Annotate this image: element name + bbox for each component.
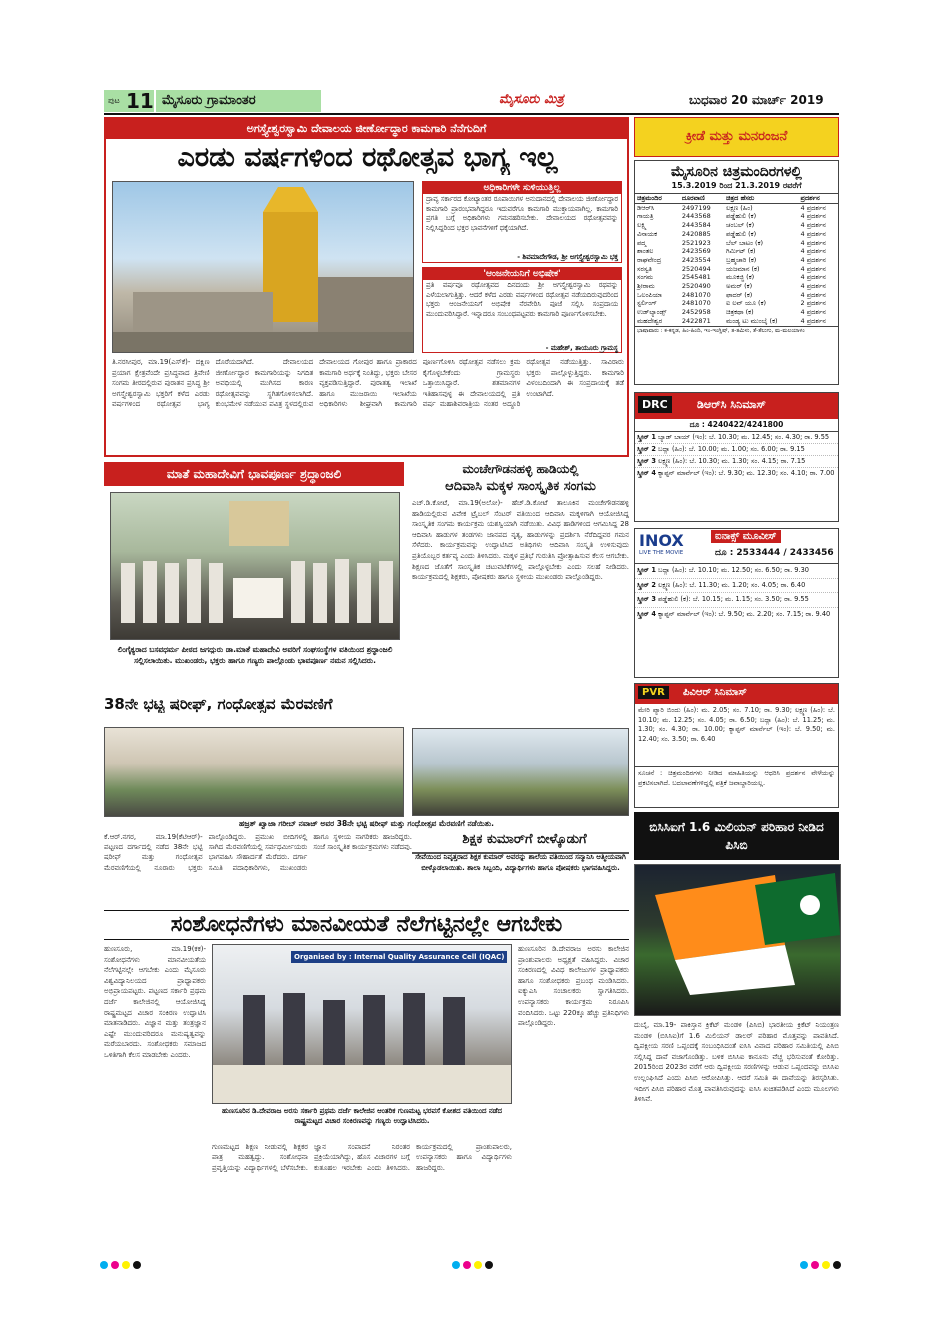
drc-logo: DRC xyxy=(638,396,672,413)
research-body-mid: ಗುಣಮಟ್ಟದ ಶಿಕ್ಷಣ ನೀಡುವಲ್ಲಿ ಶಿಕ್ಷಕರ ಪಾತ್ರ ಮಹತ್ವದ್ದು. ಸಂಶೋಧನಾ ಪ್ರವೃತ್ತಿಯನ್ನು ವಿದ್ಯಾರ್ಥಿಗಳಲ್ಲಿ ಬೆಳೆಸಬೇಕು. ಜ್ಞಾನ ಸಂಪಾದನೆ ನಿರಂತರ ಪ್ರಕ್ರಿಯೆಯಾಗಿದ್ದು, ಹೊಸ ವಿಚಾರಗಳ ಬಗ್ಗೆ ಕುತೂಹಲ ಇರಬೇಕು ಎಂದು ತಿಳಿಸಿದರು. ಕಾರ್ಯಕ್ರಮದಲ್ಲಿ ಪ್ರಾಂಶುಪಾಲರು, ಉಪನ್ಯಾಸಕರು ಹಾಗೂ ವಿದ್ಯಾರ್ಥಿಗಳು ಹಾಜರಿದ್ದರು. xyxy=(212,1143,512,1172)
sports-headline: ಬಿಸಿಸಿಐಗೆ 1.6 ಮಿಲಿಯನ್ ಪರಿಹಾರ ನೀಡಿದ ಪಿಸಿಬಿ xyxy=(649,820,824,852)
cell: 4 ಪ್ರದರ್ಶನ xyxy=(800,238,826,247)
urs-caption: ಹಜ್ರತ್ ಖ್ವಾಜಾ ಗರೀಬ್ ನವಾಜ್ ಅವರ 38ನೇ ಭಟ್ಟಿ ಷರೀಫ್ ಮತ್ತು ಗಂಧೋತ್ಸವ ಮೆರವಣಿಗೆ ನಡೆಯಿತು. xyxy=(239,819,494,828)
cell: ರಾಘವೇಂದ್ರ xyxy=(637,255,662,264)
cell: ಶಾಂತಲ xyxy=(637,247,654,256)
table-row xyxy=(635,221,838,230)
cell: 4 ಪ್ರದರ್ಶನ xyxy=(800,255,826,264)
iqac-banner: Organised by : Internal Quality Assurance Cell (IQAC) xyxy=(291,951,507,963)
urs-photo-right xyxy=(412,728,629,816)
inox-screen-2 xyxy=(635,579,838,594)
registration-marks-center xyxy=(452,1254,496,1273)
screen-label: ಸ್ಕ್ರೀನ್ 4 xyxy=(637,469,656,477)
col-phone: ದೂರವಾಣಿ xyxy=(681,194,705,202)
cell: ಡಿಆರ್‌ಸಿ xyxy=(637,203,655,212)
inox-phone: ದೂ : 2533444 / 2433456 xyxy=(715,548,834,558)
screen-label: ಸ್ಕ್ರೀನ್ 2 xyxy=(637,580,656,589)
pvr-header xyxy=(635,684,838,704)
cell: 4 ಪ್ರದರ್ಶನ xyxy=(800,273,826,282)
cell: ಮಂಡ್ಯ ಟು ಮುಂಬೈ (ಕ) xyxy=(726,316,778,325)
reg-dot-cyan xyxy=(100,1261,108,1269)
cell: 2481070 xyxy=(681,299,711,308)
screen-label: ಸ್ಕ್ರೀನ್ 2 xyxy=(637,445,656,453)
cell: ಸರಸ್ವತಿ xyxy=(637,264,652,273)
cell: ಬ್ರಹ್ಮಚಾರಿ (ಕ) xyxy=(726,255,757,264)
cell: 4 ಪ್ರದರ್ಶನ xyxy=(800,247,826,256)
cell: ಪದ್ಮ xyxy=(637,238,647,247)
table-row xyxy=(635,282,838,291)
box1-sign: - ಶಿವಮಾದೇಗೌಡ, ಶ್ರೀ ಅಗಸ್ತ್ಯೇಶ್ವರಸ್ವಾಮಿ ಭಕ್ತ xyxy=(517,253,618,261)
lead-kicker-bar xyxy=(106,119,627,139)
drc-header xyxy=(635,393,838,419)
col-shows: ಪ್ರದರ್ಶನ xyxy=(800,194,820,202)
cell: 2497199 xyxy=(681,203,711,212)
reg-dot-yellow xyxy=(122,1261,130,1269)
cell: 4 ಪ್ರದರ್ಶನ xyxy=(800,229,826,238)
reg-dot-black xyxy=(833,1261,841,1269)
tribal-kicker: ಮಂಚೇಗೌಡನಹಳ್ಳಿ ಹಾಡಿಯಲ್ಲಿ xyxy=(462,462,579,476)
header-rule xyxy=(104,113,839,115)
cell: 2422871 xyxy=(681,316,711,325)
sports-photo xyxy=(634,864,841,1016)
lead-box-anjaneya xyxy=(422,267,622,353)
col-film: ಚಿತ್ರದ ಹೆಸರು xyxy=(726,194,755,202)
research-story xyxy=(104,910,629,1250)
table-row xyxy=(635,256,838,265)
screen-shows: ಲಕ್ಷ್ಮಣ (ಹಿಂ): ಬೆ. 11.30; ಮ. 1.20; ಸಂ. 4.05; ರಾ. 6.40 xyxy=(658,580,806,589)
screen-label: ಸ್ಕ್ರೀನ್ 1 xyxy=(637,566,656,574)
cell: 4 ಪ್ರದರ್ಶನ xyxy=(800,282,826,291)
cell: ಲಕ್ಷ್ಮಣ (ಹಿಂ) xyxy=(726,203,753,212)
cell: ಲಕ್ಷ್ಮಿ xyxy=(637,221,647,230)
lead-kicker: ಅಗಸ್ತ್ಯೇಶ್ವರಸ್ವಾಮಿ ದೇವಾಲಯ ಜೀರ್ಣೋದ್ಧಾರ ಕಾಮಗಾರಿ ನೆನೆಗುದಿಗೆ xyxy=(246,122,487,135)
sports-headline-bar xyxy=(634,812,839,860)
cell: ವಿನಾಯಕ xyxy=(637,229,657,238)
box2-sign: - ಮಹೇಶ್, ತಾಯೂರು ಗ್ರಾಮಸ್ಥ xyxy=(545,344,618,352)
table-row xyxy=(635,299,838,308)
theatre-table xyxy=(635,194,838,326)
cell: 4 ಪ್ರದರ್ಶನ xyxy=(800,264,826,273)
reg-dot-cyan xyxy=(800,1261,808,1269)
sports-story xyxy=(634,812,839,1252)
cell: 2423554 xyxy=(681,255,711,264)
screen-shows: ಪಡ್ಡೆಹುಲಿ (ಕ): ಬೆ. 10.15; ಮ. 1.15; ಸಂ. 3.50; ರಾ. 9.55 xyxy=(658,595,809,603)
lead-body: ತಿ.ನರಸೀಪುರ, ಮಾ.19(ಎಸ್‌ಕೆ)- ದಕ್ಷಿಣ ಪ್ರಯಾಗ ಕ್ಷೇತ್ರವೆಂದೇ ಪ್ರಸಿದ್ಧವಾದ ತ್ರಿವೇಣಿ ಸಂಗಮ ತೀರದಲ್ಲಿರುವ ಪುರಾತನ ಪ್ರಸಿದ್ಧ ಶ್ರೀ ಅಗಸ್ತ್ಯೇಶ್ವರಸ್ವಾಮಿ ಭಕ್ತರಿಗೆ ಕಳೆದ ಎರಡು ವರ್ಷಗಳಿಂದ ರಥೋತ್ಸವ ಭಾಗ್ಯ ದೊರೆಯದಾಗಿದೆ. ದೇವಾಲಯದ ಜೀರ್ಣೋದ್ಧಾರ ಕಾಮಗಾರಿಯನ್ನು ನಿಗದಿತ ಅವಧಿಯಲ್ಲಿ ಮುಗಿಸದ ಕಾರಣ ರಥೋತ್ಸವವನ್ನು ಸ್ಥಗಿತಗೊಳಿಸಲಾಗಿದೆ. ಕುಂಭಮೇಳ ನಡೆಯುವ ಪವಿತ್ರ ಸ್ಥಳದಲ್ಲಿರುವ ದೇವಾಲಯದ ಗೋಪುರ ಹಾಗೂ ಪ್ರಾಕಾರದ ಕಾಮಗಾರಿ ಅರ್ಧಕ್ಕೆ ನಿಂತಿದ್ದು, ಭಕ್ತರು ಬೇಸರ ವ್ಯಕ್ತಪಡಿಸುತ್ತಿದ್ದಾರೆ. ಪುರಾತತ್ವ ಇಲಾಖೆ ಹಾಗೂ ಮುಜರಾಯಿ ಇಲಾಖೆಯ ಅಧಿಕಾರಿಗಳು ಶೀಘ್ರವಾಗಿ ಕಾಮಗಾರಿ ಪೂರ್ಣಗೊಳಿಸಿ ರಥೋತ್ಸವ ನಡೆಸಲು ಕ್ರಮ ಕೈಗೊಳ್ಳಬೇಕೆಂದು ಗ್ರಾಮಸ್ಥರು ಒತ್ತಾಯಿಸಿದ್ದಾರೆ. ಶತಮಾನಗಳ ಇತಿಹಾಸವುಳ್ಳ ಈ ದೇವಾಲಯದಲ್ಲಿ ಪ್ರತಿ ವರ್ಷ ಮಹಾಶಿವರಾತ್ರಿಯ ನಂತರ ಅದ್ಧೂರಿ ರಥೋತ್ಸವ ನಡೆಯುತ್ತಿತ್ತು. ಸಾವಿರಾರು ಭಕ್ತರು ಪಾಲ್ಗೊಳ್ಳುತ್ತಿದ್ದರು. ಕಾಮಗಾರಿ ವಿಳಂಬದಿಂದಾಗಿ ಈ ಸಂಪ್ರದಾಯಕ್ಕೆ ತಡೆ ಉಂಟಾಗಿದೆ. xyxy=(112,358,624,408)
cell: 4 ಪ್ರದರ್ಶನ xyxy=(800,212,826,221)
screen-label: ಸ್ಕ್ರೀನ್ 3 xyxy=(637,595,656,603)
temple-illustration xyxy=(113,182,414,353)
table-row xyxy=(635,203,838,212)
inox-name: ಐನಾಕ್ಸ್ ಮೂವೀಸ್ xyxy=(711,530,781,543)
table-row xyxy=(635,247,838,256)
cell: ಪಡ್ಡೆಹುಲಿ (ಕ) xyxy=(726,212,757,221)
cell: ಬೆಲ್ ಬಾಟಂ (ಕ) xyxy=(726,238,764,247)
cell: ಅಮರ್ (ಕ) xyxy=(726,282,753,291)
temple-photo xyxy=(112,181,414,353)
inox-tagline: LIVE THE MOVIE xyxy=(639,550,684,556)
screen-shows: ಬದ್ಲಾ (ಹಿಂ): ಬೆ. 10.10; ಮ. 12.50; ಸಂ. 6.50; ರಾ. 9.30 xyxy=(658,566,809,574)
teacher-caption: ಸೇವೆಯಿಂದ ನಿವೃತ್ತರಾದ ಶಿಕ್ಷಕ ಕುಮಾರ್ ಅವರನ್ನು ಶಾಲೆಯ ವತಿಯಿಂದ ಸನ್ಮಾನಿಸಿ ಆತ್ಮೀಯವಾಗಿ ಬೀಳ್ಕೊಡಲಾಯಿತು. ಶಾಲಾ ಸಿಬ್ಬಂದಿ, ವಿದ್ಯಾರ್ಥಿಗಳು ಹಾಗೂ ಪೋಷಕರು ಭಾಗವಹಿಸಿದ್ದರು. xyxy=(415,853,626,872)
pvr-logo: PVR xyxy=(638,686,669,699)
tribute-headline: ಮಾತೆ ಮಹಾದೇವಿಗೆ ಭಾವಪೂರ್ಣ ಶ್ರದ್ಧಾಂಜಲಿ xyxy=(166,467,342,481)
cell: 2 ಪ್ರದರ್ಶನ xyxy=(800,299,826,308)
inox-block xyxy=(634,528,839,678)
cell: 2452958 xyxy=(681,308,711,317)
research-body-left: ಹುಣಸೂರು, ಮಾ.19(ಕಕ)- ಸಂಶೋಧನೆಗಳು ಮಾನವೀಯತೆಯ ನೆಲೆಗಟ್ಟಿನಲ್ಲೇ ಆಗಬೇಕು ಎಂದು ಮೈಸೂರು ವಿಶ್ವವಿದ್ಯಾನಿಲಯದ ಪ್ರಾಧ್ಯಾಪಕರು ಅಭಿಪ್ರಾಯಪಟ್ಟರು. ಪಟ್ಟಣದ ಸರ್ಕಾರಿ ಪ್ರಥಮ ದರ್ಜೆ ಕಾಲೇಜಿನಲ್ಲಿ ಆಯೋಜಿಸಿದ್ದ ರಾಷ್ಟ್ರಮಟ್ಟದ ವಿಚಾರ ಸಂಕಿರಣ ಉದ್ಘಾಟಿಸಿ ಮಾತನಾಡಿದರು. ವಿಜ್ಞಾನ ಮತ್ತು ತಂತ್ರಜ್ಞಾನ ಎಷ್ಟೇ ಮುಂದುವರಿದರೂ ಮನುಷ್ಯತ್ವವನ್ನು ಮರೆಯಬಾರದು. ಸಂಶೋಧಕರು ಸಮಾಜದ ಒಳಿತಿಗಾಗಿ ಕೆಲಸ ಮಾಡಬೇಕು ಎಂದರು. xyxy=(104,945,206,1059)
teacher-headline: ಶಿಕ್ಷಕ ಕುಮಾರ್‌ಗೆ ಬೀಳ್ಕೊಡುಗೆ xyxy=(462,832,587,847)
cell: ಫಾದರ್ (ಕ) xyxy=(726,290,753,299)
cell: ಐ ಲವ್ ಯೂ (ಕ) xyxy=(726,299,767,308)
table-row xyxy=(635,230,838,239)
box2-title: 'ಆಂಜನೇಯನಿಗೆ ಅಭಿಷೇಕ' xyxy=(423,268,621,280)
box1-body: ದ್ರಾವ್ಯ ಸರ್ಕಾರದ ಕೋಟ್ಯಾಂತರ ರೂಪಾಯಿಗಳ ಅನುದಾನದಲ್ಲಿ ದೇವಾಲಯ ಜೀರ್ಣೋದ್ಧಾರ ಕಾಮಗಾರಿ ಪ್ರಾರಂಭವಾಗಿದ್ದರೂ ಇದುವರೆಗೂ ಕಾಮಗಾರಿ ಮುಕ್ತಾಯವಾಗಿಲ್ಲ. ಕಾಮಗಾರಿ ಪ್ರಗತಿ ಬಗ್ಗೆ ಅಧಿಕಾರಿಗಳು ಗಮನಹರಿಸಬೇಕು. ದೇವಾಲಯದ ರಥೋತ್ಸವವನ್ನು ನಿಲ್ಲಿಸಿದ್ದರಿಂದ ಭಕ್ತರ ಭಾವನೆಗಳಿಗೆ ಧಕ್ಕೆಯಾಗಿದೆ. xyxy=(426,195,618,232)
table-row xyxy=(635,212,838,221)
research-photo xyxy=(212,944,512,1104)
cell: ಸಂಗಮ xyxy=(637,273,654,282)
cell: 2481070 xyxy=(681,290,711,299)
pvr-name: ಪಿವಿಆರ್ ಸಿನಿಮಾಸ್ xyxy=(683,687,747,698)
cell: 2521923 xyxy=(681,238,711,247)
tribute-story xyxy=(104,462,404,692)
cell: ಶ್ರೀರಾಮ xyxy=(637,282,655,291)
drc-screen-3 xyxy=(635,456,838,468)
paper-name: ಮೈಸೂರು ಮಿತ್ರ xyxy=(499,92,564,107)
cell: ಗಿರ್ಮಿಟ್ (ಕ) xyxy=(726,247,756,256)
cell: ಚಿತ್ರಕಥಾ (ಕ) xyxy=(726,308,754,317)
fans-illustration xyxy=(635,865,840,1015)
inox-screen-1 xyxy=(635,564,838,579)
reg-dot-magenta xyxy=(811,1261,819,1269)
cell: 2443568 xyxy=(681,212,711,221)
screen-shows: ಲಕ್ಷ್ಮಣ (ಹಿಂ): ಬೆ. 10.30; ಮ. 1.30; ಸಂ. 4.15; ರಾ. 7.15 xyxy=(658,457,806,465)
tribal-body: ಎಚ್.ಡಿ.ಕೋಟೆ, ಮಾ.19(ಅಲೋ)- ಹೆಚ್.ಡಿ.ಕೋಟೆ ತಾಲೂಕಿನ ಮಂಚೇಗೌಡನಹಳ್ಳಿ ಹಾಡಿಯಲ್ಲಿರುವ ವಿವೇಕ ಟ್ರೈಬಲ್ ಸೆಂಟರ್ ವತಿಯಿಂದ ಆದಿವಾಸಿ ಮಕ್ಕಳಿಗಾಗಿ ಆಯೋಜಿಸಿದ್ದ ಸಾಂಸ್ಕೃತಿಕ ಸಂಗಮ ಕಾರ್ಯಕ್ರಮ ಯಶಸ್ವಿಯಾಗಿ ನಡೆಯಿತು. ವಿವಿಧ ಹಾಡಿಗಳಿಂದ ಆಗಮಿಸಿದ್ದ 28 ಆದಿವಾಸಿ ಹಾಡುಗಳ ತಂಡಗಳು ಜಾನಪದ ನೃತ್ಯ, ಹಾಡುಗಳನ್ನು ಪ್ರದರ್ಶಿಸಿ ನೆರೆದಿದ್ದವರ ಗಮನ ಸೆಳೆದರು. ಕಾರ್ಯಕ್ರಮವನ್ನು ಉದ್ಘಾಟಿಸಿದ ಅತಿಥಿಗಳು ಆದಿವಾಸಿ ಸಂಸ್ಕೃತಿ ಉಳಿಸುವುದು ಪ್ರತಿಯೊಬ್ಬರ ಕರ್ತವ್ಯ ಎಂದು ತಿಳಿಸಿದರು. ಮಕ್ಕಳ ಪ್ರತಿಭೆ ಗುರುತಿಸಿ ಪ್ರೋತ್ಸಾಹಿಸುವ ಕೆಲಸ ಆಗಬೇಕು. ಶಿಕ್ಷಣದ ಜೊತೆಗೆ ಸಾಂಸ್ಕೃತಿಕ ಚಟುವಟಿಕೆಗಳಲ್ಲಿ ಪಾಲ್ಗೊಳ್ಳಬೇಕು ಎಂದು ಸಲಹೆ ನೀಡಿದರು. ಕಾರ್ಯಕ್ರಮದಲ್ಲಿ ಶಿಕ್ಷಕರು, ಪೋಷಕರು ಹಾಗೂ ಸ್ಥಳೀಯ ಮುಖಂಡರು ಪಾಲ್ಗೊಂಡಿದ್ದರು. xyxy=(412,499,629,582)
screen-label: ಸ್ಕ್ರೀನ್ 3 xyxy=(637,457,656,465)
inox-header xyxy=(635,529,838,564)
language-legend: ಭಾಷಾವಾರು : ಕ-ಕನ್ನಡ, ಹಿಂ-ಹಿಂದಿ, ಇಂ-ಇಂಗ್ಲಿಷ್, ತ-ತಮಿಳು, ತೆ-ತೆಲುಗು, ಮ-ಮಲಯಾಳಂ xyxy=(635,326,838,336)
reg-dot-magenta xyxy=(463,1261,471,1269)
inox-screen-4 xyxy=(635,608,838,622)
cell: 4 ಪ್ರದರ್ಶನ xyxy=(800,308,826,317)
entertainment-title: ಕ್ರೀಡೆ ಮತ್ತು ಮನರಂಜನೆ xyxy=(685,129,788,144)
research-headline: ಸಂಶೋಧನೆಗಳು ಮಾನವೀಯತೆ ನೆಲೆಗಟ್ಟಿನಲ್ಲೇ ಆಗಬೇಕು xyxy=(104,910,629,940)
registration-marks-right xyxy=(800,1254,844,1273)
entertainment-banner xyxy=(634,117,839,157)
reg-dot-yellow xyxy=(822,1261,830,1269)
cell: 4 ಪ್ರದರ್ಶನ xyxy=(800,221,826,230)
pvr-note: ಸೂಚನೆ : ಚಿತ್ರಮಂದಿರಗಳು ನೀಡಿದ ಮಾಹಿತಿಯನ್ನು ಆಧರಿಸಿ ಪ್ರದರ್ಶನ ವೇಳೆಯನ್ನು ಪ್ರಕಟಿಸಲಾಗಿದೆ. ಬದಲಾವಣೆಗಳಿದ್ದಲ್ಲಿ ಪತ್ರಿಕೆ ಜವಾಬ್ದಾರಿಯಲ್ಲ. xyxy=(638,769,835,787)
drc-phone: ದೂ : 4240422/4241800 xyxy=(635,419,838,432)
theatre-title: ಮೈಸೂರಿನ ಚಿತ್ರಮಂದಿರಗಳಲ್ಲಿ xyxy=(671,164,802,180)
page-number: 11 xyxy=(126,89,154,113)
cell: ಚಂಬಲ್ (ಕ) xyxy=(726,221,755,230)
page-label: ಪುಟ xyxy=(108,96,120,105)
lead-box-officials xyxy=(422,181,622,263)
cell: 2443584 xyxy=(681,221,711,230)
cell: ಗಾಯತ್ರಿ xyxy=(637,212,654,221)
pvr-shows: ಮೇರಿ ಪ್ಯಾರಿ ಬಿಂದು (ಹಿಂ): ಮ. 2.05; ಸಂ. 7.10; ರಾ. 9.30; ಲಕ್ಷ್ಮಣ (ಹಿಂ): ಬೆ. 10.10; ಮ. 12.25; ಸಂ. 4.05; ರಾ. 6.50; ಬದ್ಲಾ (ಹಿಂ): ಬೆ. 11.25; ಮ. 1.30; ಸಂ. 4.30; ರಾ. 10.00; ಕ್ಯಾಪ್ಟನ್ ಮಾರ್ವೆಲ್ (ಇಂ): ಬೆ. 9.50; ಮ. 12.40; ಸಂ. 3.50; ರಾ. 6.40 xyxy=(635,704,838,767)
tribute-headline-bar xyxy=(104,462,404,486)
cell: 2520490 xyxy=(681,282,711,291)
col-theatre: ಚಿತ್ರಮಂದಿರ xyxy=(637,194,662,202)
screen-label: ಸ್ಕ್ರೀನ್ 1 xyxy=(637,433,656,441)
theatre-listing xyxy=(634,160,839,385)
screen-label: ಸ್ಕ್ರೀನ್ 4 xyxy=(637,609,656,618)
research-body-right: ಹುಣಸೂರಿನ ಡಿ.ದೇವರಾಜ ಅರಸು ಕಾಲೇಜಿನ ಪ್ರಾಂಶುಪಾಲರು ಅಧ್ಯಕ್ಷತೆ ವಹಿಸಿದ್ದರು. ವಿಚಾರ ಸಂಕಿರಣದಲ್ಲಿ ವಿವಿಧ ಕಾಲೇಜುಗಳ ಪ್ರಾಧ್ಯಾಪಕರು ಹಾಗೂ ಸಂಶೋಧಕರು ಪ್ರಬಂಧ ಮಂಡಿಸಿದರು. ಐಕ್ಯುಎಸಿ ಸಂಚಾಲಕರು ಸ್ವಾಗತಿಸಿದರು. ಉಪನ್ಯಾಸಕರು ಕಾರ್ಯಕ್ರಮ ನಿರೂಪಿಸಿ ವಂದಿಸಿದರು. ಒಟ್ಟು 220ಕ್ಕೂ ಹೆಚ್ಚು ಪ್ರತಿನಿಧಿಗಳು ಪಾಲ್ಗೊಂಡಿದ್ದರು. xyxy=(518,945,629,1028)
inox-logo: INOX xyxy=(639,531,684,550)
cell: 4 ಪ್ರದರ್ಶನ xyxy=(800,203,826,212)
group-photo-illustration xyxy=(111,493,400,640)
drc-name: ಡಿಆರ್‌ಸಿ ಸಿನಿಮಾಸ್ xyxy=(697,398,766,411)
cell: ಉಡ್‌ಲ್ಯಾಂಡ್ಸ್ xyxy=(637,308,667,317)
urs-body: ಕೆ.ಆರ್.ನಗರ, ಮಾ.19(ಕೆಟಿಆರ್)- ಪಟ್ಟಣದ ದರ್ಗಾದಲ್ಲಿ ನಡೆದ 38ನೇ ಭಟ್ಟಿ ಷರೀಫ್ ಮತ್ತು ಗಂಧೋತ್ಸವ ಮೆರವಣಿಗೆಯಲ್ಲಿ ನೂರಾರು ಭಕ್ತರು ಪಾಲ್ಗೊಂಡಿದ್ದರು. ಪ್ರಮುಖ ಬೀದಿಗಳಲ್ಲಿ ಸಾಗಿದ ಮೆರವಣಿಗೆಯಲ್ಲಿ ಸರ್ವಧರ್ಮೀಯರು ಭಾಗವಹಿಸಿ ಸೌಹಾರ್ದತೆ ಮೆರೆದರು. ದರ್ಗಾ ಸಮಿತಿ ಪದಾಧಿಕಾರಿಗಳು, ಮುಖಂಡರು ಹಾಗೂ ಸ್ಥಳೀಯ ನಾಗರಿಕರು ಹಾಜರಿದ್ದರು. ಸಂಜೆ ಸಾಂಸ್ಕೃತಿಕ ಕಾರ್ಯಕ್ರಮಗಳು ನಡೆದವು. xyxy=(104,833,412,872)
section-title xyxy=(156,90,321,112)
screen-shows: ಕ್ಯಾಪ್ಟನ್ ಮಾರ್ವೆಲ್ (ಇಂ): ಬೆ. 9.30; ಮ. 12.30; ಸಂ. 4.10; ರಾ. 7.00 xyxy=(658,469,835,477)
section-name: ಮೈಸೂರು ಗ್ರಾಮಾಂತರ xyxy=(162,93,256,108)
drc-screen-1 xyxy=(635,432,838,444)
cell: ಪಡ್ಡೆಹುಲಿ (ಕ) xyxy=(726,229,757,238)
table-row xyxy=(635,239,838,248)
tribute-photo xyxy=(110,492,400,640)
cell: 2545481 xyxy=(681,273,711,282)
box1-title: ಅಧಿಕಾರಿಗಳೇ ಸುಳಿಯುತ್ತಿಲ್ಲ xyxy=(423,182,621,194)
dignitaries-illustration xyxy=(213,945,512,1104)
lead-story xyxy=(104,117,629,457)
inox-screen-3 xyxy=(635,593,838,608)
cell: ಯಜಮಾನ (ಕ) xyxy=(726,264,760,273)
urs-headline: 38ನೇ ಭಟ್ಟಿ ಷರೀಫ್, ಗಂಧೋತ್ಸವ ಮೆರವಣಿಗೆ xyxy=(104,695,333,713)
table-row xyxy=(635,291,838,300)
cell: 4 ಪ್ರದರ್ಶನ xyxy=(800,316,826,325)
cell: ಮಹದೇಶ್ವರ xyxy=(637,316,663,325)
reg-dot-magenta xyxy=(111,1261,119,1269)
drc-screen-4 xyxy=(635,468,838,479)
page-number-box xyxy=(104,90,154,112)
cell: 2420885 xyxy=(681,229,711,238)
cell: 4 ಪ್ರದರ್ಶನ xyxy=(800,290,826,299)
sports-body: ದುಬೈ, ಮಾ.19- ಪಾಕಿಸ್ತಾನ ಕ್ರಿಕೆಟ್ ಮಂಡಳಿ (ಪಿಸಿಬಿ) ಭಾರತೀಯ ಕ್ರಿಕೆಟ್ ನಿಯಂತ್ರಣ ಮಂಡಳಿ (ಬಿಸಿಸಿಐ)ಗೆ 1.6 ಮಿಲಿಯನ್ ಡಾಲರ್ ಪರಿಹಾರ ಮೊತ್ತವನ್ನು ಪಾವತಿಸಿದೆ. ದ್ವಿಪಕ್ಷೀಯ ಸರಣಿ ಒಪ್ಪಂದಕ್ಕೆ ಸಂಬಂಧಿಸಿದಂತೆ ಐಸಿಸಿ ವಿವಾದ ಪರಿಹಾರ ಸಮಿತಿಯಲ್ಲಿ ಪಿಸಿಬಿ ಸಲ್ಲಿಸಿದ್ದ ದಾವೆ ವಜಾಗೊಂಡಿತ್ತು. ಬಳಿಕ ಬಿಸಿಸಿಐ ಕಾನೂನು ವೆಚ್ಚ ಭರಿಸುವಂತೆ ಕೋರಿತ್ತು. 2015ರಿಂದ 2023ರ ವರೆಗೆ ಆರು ದ್ವಿಪಕ್ಷೀಯ ಸರಣಿಗಳನ್ನು ಆಡುವ ಒಪ್ಪಂದವನ್ನು ಬಿಸಿಸಿಐ ಉಲ್ಲಂಘಿಸಿದೆ ಎಂದು ಪಿಸಿಬಿ ಆರೋಪಿಸಿತ್ತು. ಆದರೆ ಸಮಿತಿ ಈ ದಾವೆಯನ್ನು ತಿರಸ್ಕರಿಸಿತು. ಇದೀಗ ಪಿಸಿಬಿ ಪರಿಹಾರ ಮೊತ್ತ ಪಾವತಿಸಿರುವುದನ್ನು ಐಸಿಸಿ ಖಚಿತಪಡಿಸಿದೆ ಎಂದು ಮೂಲಗಳು ತಿಳಿಸಿವೆ. xyxy=(634,1021,839,1104)
drc-screen-2 xyxy=(635,444,838,456)
pvr-block xyxy=(634,683,839,808)
cell: ಒಲಂಪಿಯಾ xyxy=(637,290,662,299)
cell: ಸ್ಟರ್ಲಿಂಗ್ xyxy=(637,299,657,308)
reg-dot-black xyxy=(133,1261,141,1269)
cell: 2423569 xyxy=(681,247,711,256)
urs-photo xyxy=(104,727,404,817)
table-row xyxy=(635,308,838,317)
table-row xyxy=(635,317,838,326)
reg-dot-yellow xyxy=(474,1261,482,1269)
screen-shows: ಬದ್ಲಾ (ಹಿಂ): ಬೆ. 10.00; ಮ. 1.00; ಸಂ. 6.00; ರಾ. 9.15 xyxy=(658,445,805,453)
reg-dot-black xyxy=(485,1261,493,1269)
screen-shows: ಕ್ಯಾಪ್ಟನ್ ಮಾರ್ವೆಲ್ (ಇಂ): ಬೆ. 9.50; ಮ. 2.20; ಸಂ. 7.15; ರಾ. 9.40 xyxy=(658,609,831,618)
reg-dot-cyan xyxy=(452,1261,460,1269)
table-row xyxy=(635,273,838,282)
box2-body: ಪ್ರತಿ ವರ್ಷವೂ ರಥೋತ್ಸವದ ದಿನದಂದು ಶ್ರೀ ಅಗಸ್ತ್ಯೇಶ್ವರಸ್ವಾಮಿ ರಥವನ್ನು ಎಳೆಯಲಾಗುತ್ತಿತ್ತು. ಆದರೆ ಕಳೆದ ಎರಡು ವರ್ಷಗಳಿಂದ ರಥೋತ್ಸವ ನಡೆಯದಿರುವುದರಿಂದ ಭಕ್ತರು ಆಂಜನೇಯನಿಗೆ ಅಭಿಷೇಕ ನೆರವೇರಿಸಿ ಪೂಜೆ ಸಲ್ಲಿಸಿ ಸಂಪ್ರದಾಯ ಮುಂದುವರಿಸಿದ್ದಾರೆ. ಇನ್ನಾದರೂ ಸಂಬಂಧಪಟ್ಟವರು ಕಾಮಗಾರಿ ಪೂರ್ಣಗೊಳಿಸಬೇಕು. xyxy=(426,281,618,318)
registration-marks-left xyxy=(100,1254,144,1273)
drc-block xyxy=(634,392,839,522)
theatre-header-row xyxy=(635,194,838,203)
cell: ಮೂಕಜ್ಜಿ (ಕ) xyxy=(726,273,755,282)
tribal-headline: ಆದಿವಾಸಿ ಮಕ್ಕಳ ಸಾಂಸ್ಕೃತಿಕ ಸಂಗಮ xyxy=(445,479,596,494)
masthead-bar xyxy=(104,90,839,112)
tribute-caption: ಲಿಂಗೈಕ್ಯರಾದ ಬಸವಧರ್ಮ ಪೀಠದ ಜಗದ್ಗುರು ಡಾ.ಮಾತೆ ಮಹಾದೇವಿ ಅವರಿಗೆ ಸಂಘಸಂಸ್ಥೆಗಳ ವತಿಯಿಂದ ಶ್ರದ್ಧಾಂಜಲಿ ಸಲ್ಲಿಸಲಾಯಿತು. ಮುಖಂಡರು, ಭಕ್ತರು ಹಾಗೂ ಗಣ್ಯರು ಪಾಲ್ಗೊಂಡು ಭಾವಪೂರ್ಣ ನಮನ ಸಲ್ಲಿಸಿದರು. xyxy=(117,645,393,665)
screen-shows: ಬ್ಯಾಡ್ ಬಾಯ್ (ಇಂ): ಬೆ. 10.30; ಮ. 12.45; ಸಂ. 4.30; ರಾ. 9.55 xyxy=(658,433,830,441)
theatre-date-range: 15.3.2019 ರಿಂದ 21.3.2019 ರವರೆಗೆ xyxy=(635,181,838,194)
issue-date: ಬುಧವಾರ 20 ಮಾರ್ಚ್ 2019 xyxy=(689,93,824,107)
table-row xyxy=(635,265,838,274)
research-caption: ಹುಣಸೂರಿನ ಡಿ.ದೇವರಾಜ ಅರಸು ಸರ್ಕಾರಿ ಪ್ರಥಮ ದರ್ಜೆ ಕಾಲೇಜಿನ ಆಂತರಿಕ ಗುಣಮಟ್ಟ ಭರವಸೆ ಕೋಶದ ವತಿಯಿಂದ ನಡೆದ ರಾಷ್ಟ್ರಮಟ್ಟದ ವಿಚಾರ ಸಂಕಿರಣವನ್ನು ಗಣ್ಯರು ಉದ್ಘಾಟಿಸಿದರು. xyxy=(221,1107,503,1126)
cell: 2520494 xyxy=(681,264,711,273)
lead-headline: ಎರಡು ವರ್ಷಗಳಿಂದ ರಥೋತ್ಸವ ಭಾಗ್ಯ ಇಲ್ಲ xyxy=(177,142,558,173)
